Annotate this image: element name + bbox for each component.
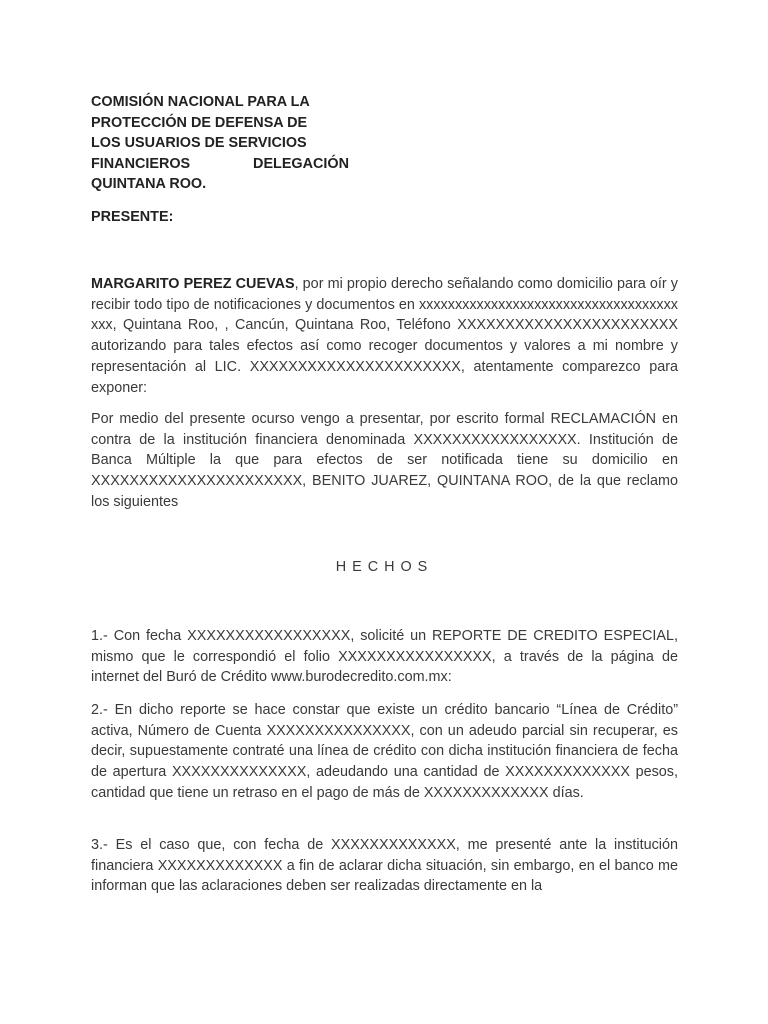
addressee-word: DELEGACIÓN xyxy=(253,155,349,172)
domicile-placeholder: xxxxxxxxxxxxxxxxxxxxxxxxxxxxxxxxxxxxxxx xyxy=(91,296,678,334)
complainant-name: MARGARITO PEREZ CUEVAS xyxy=(91,276,295,292)
hecho-text: 3.- Es el caso que, con fecha de XXXXXXXXXXXXX, me presenté ante la institución financiera XXXXXXXXXXXXX a fin de aclarar dicha situación, sin embargo, en el banco me informan que las aclaraciones deben ser realizadas directamente en la xyxy=(91,837,678,895)
hecho-text: 1.- Con fecha XXXXXXXXXXXXXXXXX, solicité un REPORTE DE CREDITO ESPECIAL, mismo que le correspondió el folio XXXXXXXXXXXXXXXX, a través de la página de internet del Buró de Crédito www.burodecredito.com.mx: xyxy=(91,628,678,686)
reclamacion-paragraph xyxy=(91,409,678,513)
addressee-line: QUINTANA ROO. xyxy=(91,176,207,193)
intro-paragraph xyxy=(91,274,678,398)
hecho-text: 2.- En dicho reporte se hace constar que existe un crédito bancario “Línea de Crédito” activa, Número de Cuenta XXXXXXXXXXXXXXX, con un adeudo parcial sin recuperar, es decir, supuestamente contraté una línea de crédito con dicha institución financiera de fecha de apertura XXXXXXXXXXXXXX, adeudando una cantidad de XXXXXXXXXXXXX pesos, cantidad que tiene un retraso en el pago de más de XXXXXXXXXXXXX días. xyxy=(91,702,678,801)
intro-text-b: , Quintana Roo, , Cancún, Quintana Roo, Teléfono XXXXXXXXXXXXXXXXXXXXXXX autorizando para tales efectos así como recoger documentos y valores a mi nombre y representación al LIC. XXXXXXXXXXXXXXXXXXXXXX, atentamente comparezco para exponer: xyxy=(91,317,678,396)
hecho-paragraph-3 xyxy=(91,835,678,897)
addressee-line xyxy=(91,154,349,175)
addressee-line: PROTECCIÓN DE DEFENSA DE xyxy=(91,114,308,131)
addressee-line: COMISIÓN NACIONAL PARA LA xyxy=(91,94,310,110)
section-heading-hechos: HECHOS xyxy=(335,559,434,575)
hecho-paragraph-1 xyxy=(91,626,678,688)
addressee-block xyxy=(91,92,349,195)
addressee-word: FINANCIEROS xyxy=(91,155,191,172)
addressee-line: LOS USUARIOS DE SERVICIOS xyxy=(91,135,307,152)
greeting: PRESENTE: xyxy=(91,209,174,225)
intro-text-a: , por mi propio derecho señalando como domicilio para oír y recibir todo tipo de notificaciones y documentos en xyxy=(91,276,678,313)
reclamacion-text: Por medio del presente ocurso vengo a presentar, por escrito formal RECLAMACIÓN en contra de la institución financiera denominada XXXXXXXXXXXXXXXXX. Institución de Banca Múltiple la que para efectos de ser notificada tiene su domicilio en XXXXXXXXXXXXXXXXXXXXXX, BENITO JUAREZ, QUINTANA ROO, de la que reclamo los siguientes xyxy=(91,411,678,510)
hecho-paragraph-2 xyxy=(91,700,678,804)
